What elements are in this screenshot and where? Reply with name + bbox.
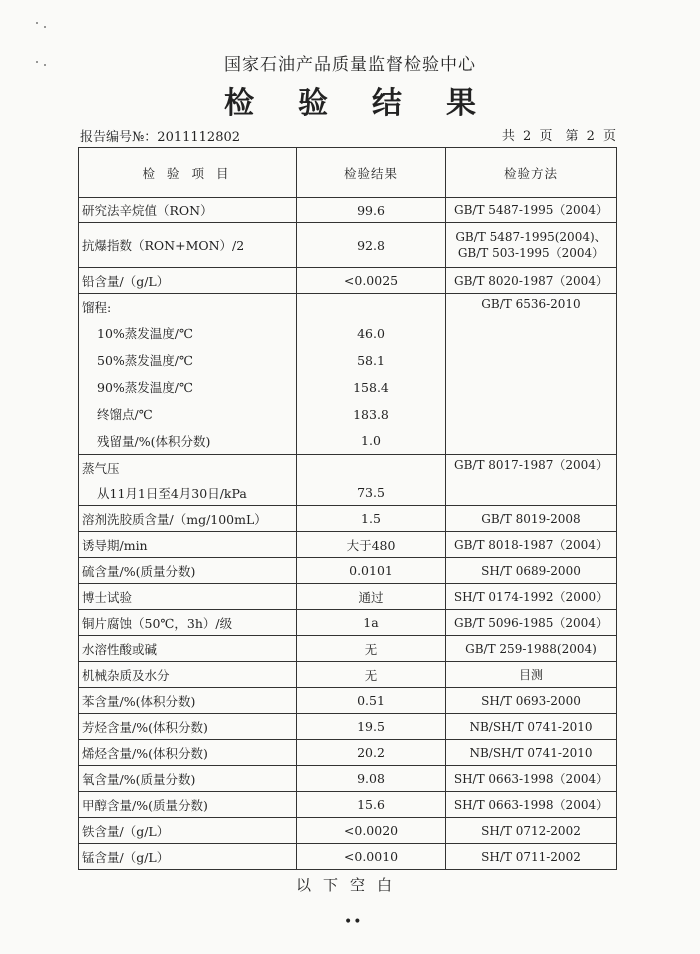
test-result: <0.0010 <box>297 844 446 870</box>
test-result <box>297 294 446 320</box>
table-row <box>79 688 617 714</box>
footer-dots: •• <box>344 914 363 930</box>
test-method: SH/T 0174-1992（2000） <box>446 584 617 610</box>
table-row <box>79 662 617 688</box>
test-result: 92.8 <box>297 223 446 268</box>
test-result: 0.51 <box>297 688 446 714</box>
test-item: 蒸气压 <box>79 455 297 481</box>
test-item: 氧含量/%(质量分数) <box>79 766 297 792</box>
table-row <box>79 792 617 818</box>
test-method: GB/T 5096-1985（2004） <box>446 610 617 636</box>
vapor-pressure-row <box>79 455 617 481</box>
test-item: 铅含量/（g/L） <box>79 268 297 294</box>
table-row <box>79 198 617 223</box>
test-item: 研究法辛烷值（RON） <box>79 198 297 223</box>
test-result: 58.1 <box>297 347 446 374</box>
test-item: 50%蒸发温度/℃ <box>79 347 297 374</box>
method-line: GB/T 503-1995（2004） <box>457 246 605 260</box>
test-result: 15.6 <box>297 792 446 818</box>
test-result: 46.0 <box>297 320 446 347</box>
test-result: <0.0025 <box>297 268 446 294</box>
test-method: GB/T 8020-1987（2004） <box>446 268 617 294</box>
test-item: 铜片腐蚀（50℃，3h）/级 <box>79 610 297 636</box>
table-header-row <box>79 148 617 198</box>
test-item: 抗爆指数（RON+MON）/2 <box>79 223 297 268</box>
test-result: <0.0020 <box>297 818 446 844</box>
test-method: SH/T 0711-2002 <box>446 844 617 870</box>
test-result: 无 <box>297 636 446 662</box>
table-row <box>79 584 617 610</box>
test-item: 诱导期/min <box>79 532 297 558</box>
test-method: SH/T 0689-2000 <box>446 558 617 584</box>
table-row <box>79 636 617 662</box>
distillation-row <box>79 294 617 320</box>
test-result: 1.0 <box>297 428 446 455</box>
test-method: GB/T 5487-1995（2004） <box>446 198 617 223</box>
blank-note: 以下空白 <box>295 876 404 894</box>
test-result: 1a <box>297 610 446 636</box>
table-row <box>79 610 617 636</box>
test-result: 无 <box>297 662 446 688</box>
table-row <box>79 268 617 294</box>
test-item: 芳烃含量/%(体积分数) <box>79 714 297 740</box>
report-number: 报告编号№：2011112802 <box>80 130 241 145</box>
test-method: GB/T 8018-1987（2004） <box>446 532 617 558</box>
test-item: 甲醇含量/%(质量分数) <box>79 792 297 818</box>
page-count: 共 2 页 第 2 页 <box>501 129 616 144</box>
test-result: 大于480 <box>297 532 446 558</box>
test-result: 0.0101 <box>297 558 446 584</box>
test-item: 硫含量/%(质量分数) <box>79 558 297 584</box>
method-line: GB/T 5487-1995(2004)、 <box>455 230 607 244</box>
test-method: SH/T 0663-1998（2004） <box>446 792 617 818</box>
table-row <box>79 844 617 870</box>
table-row <box>79 532 617 558</box>
test-method: NB/SH/T 0741-2010 <box>446 714 617 740</box>
test-result: 183.8 <box>297 401 446 428</box>
test-method: GB/T 259-1988(2004) <box>446 636 617 662</box>
test-item: 锰含量/（g/L） <box>79 844 297 870</box>
test-item: 水溶性酸或碱 <box>79 636 297 662</box>
test-method: GB/T 8017-1987（2004） <box>446 455 617 506</box>
test-method <box>446 223 617 268</box>
table-row <box>79 766 617 792</box>
test-item: 终馏点/℃ <box>79 401 297 428</box>
test-method: GB/T 8019-2008 <box>446 506 617 532</box>
test-item: 烯烃含量/%(体积分数) <box>79 740 297 766</box>
document-title: 检验结果 <box>224 86 520 121</box>
test-method: 目测 <box>446 662 617 688</box>
table-row <box>79 558 617 584</box>
test-item: 溶剂洗胶质含量/（mg/100mL） <box>79 506 297 532</box>
table-row <box>79 740 617 766</box>
test-method: SH/T 0712-2002 <box>446 818 617 844</box>
column-header: 检 验 项 目 <box>79 148 297 198</box>
test-result: 1.5 <box>297 506 446 532</box>
test-item: 从11月1日至4月30日/kPa <box>79 481 297 506</box>
test-result: 9.08 <box>297 766 446 792</box>
column-header: 检验结果 <box>297 148 446 198</box>
test-item: 机械杂质及水分 <box>79 662 297 688</box>
test-item: 铁含量/（g/L） <box>79 818 297 844</box>
test-method: GB/T 6536-2010 <box>446 294 617 455</box>
table-row <box>79 714 617 740</box>
test-result: 20.2 <box>297 740 446 766</box>
test-item: 苯含量/%(体积分数) <box>79 688 297 714</box>
test-method: NB/SH/T 0741-2010 <box>446 740 617 766</box>
test-result: 73.5 <box>297 481 446 506</box>
test-result <box>297 455 446 481</box>
test-method: SH/T 0663-1998（2004） <box>446 766 617 792</box>
table-row <box>79 818 617 844</box>
test-item: 残留量/%(体积分数) <box>79 428 297 455</box>
test-item: 10%蒸发温度/℃ <box>79 320 297 347</box>
test-result: 158.4 <box>297 374 446 401</box>
results-table <box>78 147 617 870</box>
test-result: 通过 <box>297 584 446 610</box>
column-header: 检验方法 <box>446 148 617 198</box>
test-item: 馏程: <box>79 294 297 320</box>
test-item: 博士试验 <box>79 584 297 610</box>
test-result: 19.5 <box>297 714 446 740</box>
table-row <box>79 223 617 268</box>
test-result: 99.6 <box>297 198 446 223</box>
table-row <box>79 506 617 532</box>
test-item: 90%蒸发温度/℃ <box>79 374 297 401</box>
organization-name: 国家石油产品质量监督检验中心 <box>224 55 476 75</box>
test-method: SH/T 0693-2000 <box>446 688 617 714</box>
